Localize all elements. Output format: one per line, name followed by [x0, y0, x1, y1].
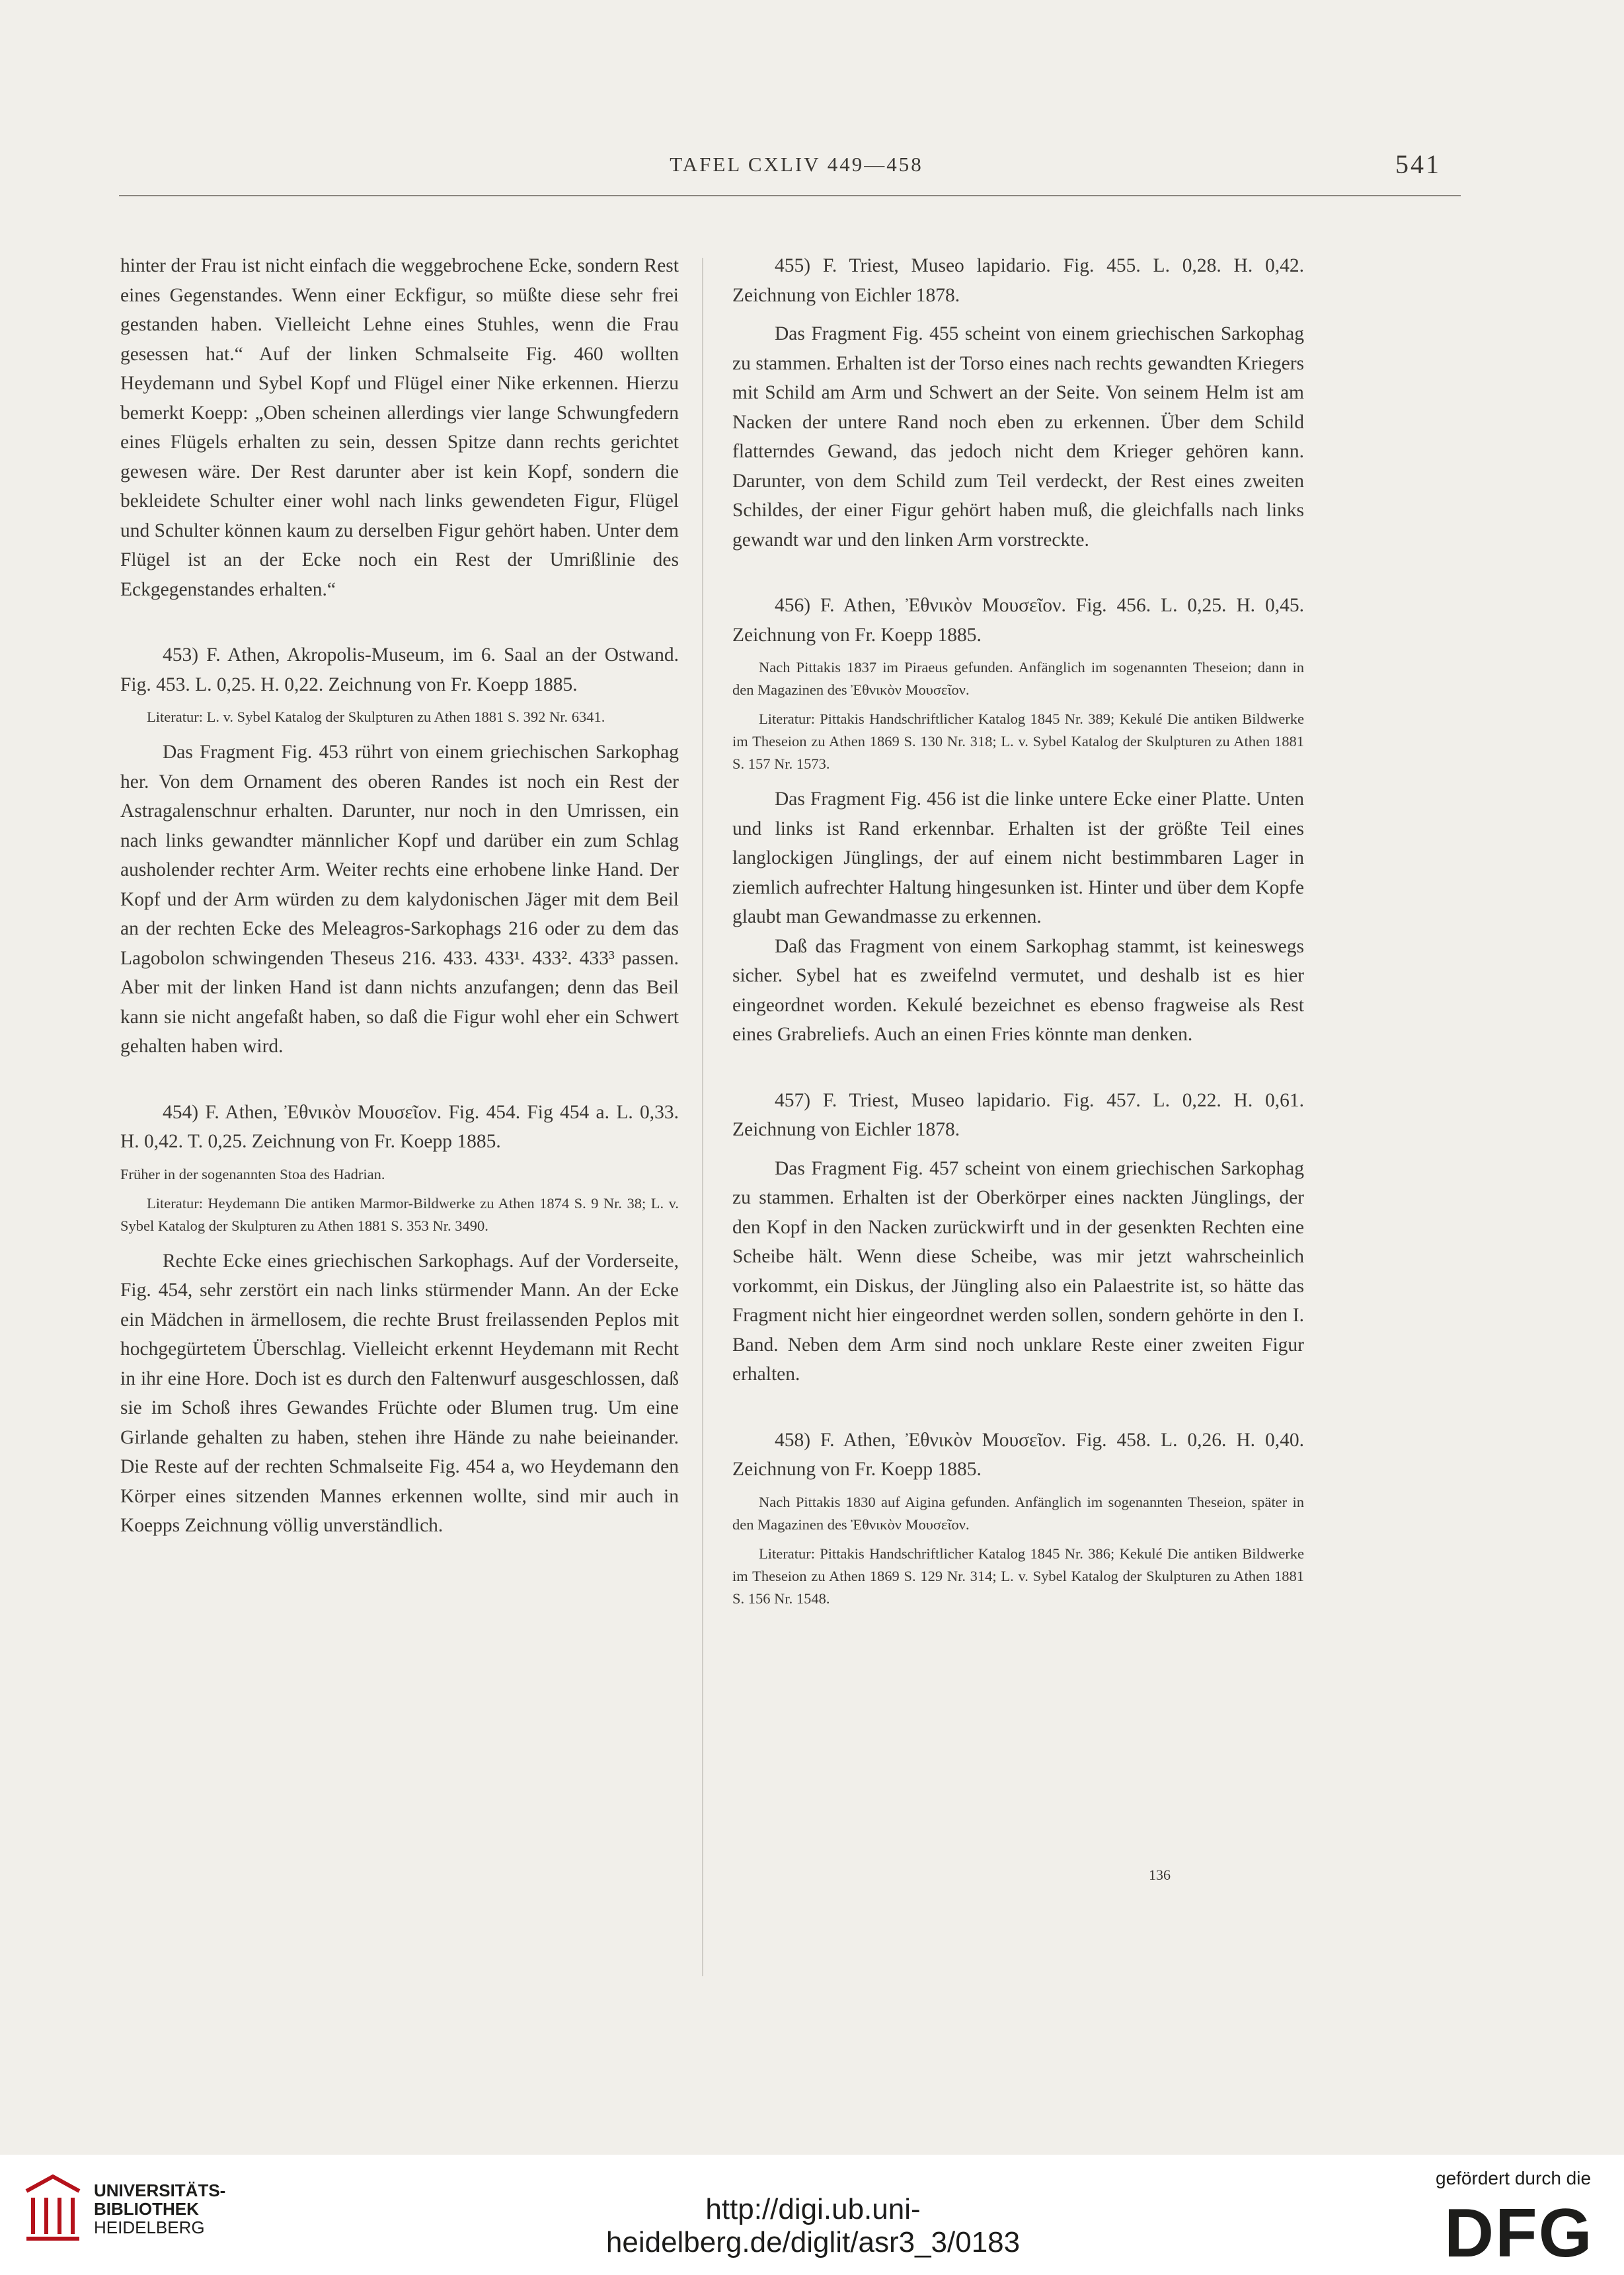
sponsor-label: gefördert durch die	[1436, 2168, 1592, 2188]
entry-456-text-2: Daß das Fragment von einem Sarkophag stammt, ist keineswegs sicher. Sybel hat es zweifelnd vermutet, und deshalb ist es hier eingeordnet worden. Kekulé bezeichnet es ebenso fragweise als Rest eines Grabreliefs. Auch an einen Fries könnte man denken.	[732, 935, 1304, 1045]
left-column	[120, 251, 679, 1541]
page-number: 541	[1395, 149, 1441, 179]
digitization-footer	[0, 2155, 1624, 2275]
entry-458-literature: Literatur: Pittakis Handschriftlicher Katalog 1845 Nr. 386; Kekulé Die antiken Bildwerke im Theseion zu Athen 1869 S. 129 Nr. 314; L. v. Sybel Katalog der Skulpturen zu Athen 1881 S. 156 Nr. 1548.	[732, 1545, 1304, 1607]
entry-456-text-1: Das Fragment Fig. 456 ist die linke untere Ecke einer Platte. Unten und links ist Rand erkennbar. Erhalten ist der größte Teil eines langlockigen Jünglings, der auf einem nicht bestimmbaren Lager in ziemlich aufrechter Haltung hingesunken ist. Hinter und über dem Kopfe glaubt man Gewandmasse zu erkennen.	[732, 789, 1304, 927]
continuation-paragraph: hinter der Frau ist nicht einfach die weggebrochene Ecke, sondern Rest eines Gegenstandes. Wenn einer Eckfigur, so müßte diese sehr frei gestanden haben. Vielleicht Lehne eines Stuhles, wenn die Frau gesessen hat.“ Auf der linken Schmalseite Fig. 460 wollten Heydemann und Sybel Kopf und Flügel einer Nike erkennen. Hierzu bemerkt Koepp: „Oben scheinen allerdings vier lange Schwungfedern eines Flügels erhalten zu sein, dessen Spitze dann rechts gerichtet gewesen wäre. Der Rest darunter aber ist kein Kopf, sondern die bekleidete Schulter einer wohl nach links gewendeten Figur, Flügel und Schulter können kaum zu derselben Figur gehört haben. Unter dem Flügel ist an der Ecke noch ein Rest der Umrißlinie des Eckgegenstandes erhalten.“	[120, 255, 679, 600]
permalink-url[interactable]: http://digi.ub.uni-heidelberg.de/diglit/asr3_3/0183	[605, 2193, 1021, 2258]
entry-454-text: Rechte Ecke eines griechischen Sarkophags. Auf der Vorderseite, Fig. 454, sehr zerstört ein nach links stürmender Mann. An der Ecke ein Mädchen in ärmellosem, die rechte Brust freilassenden Peplos mit hochgegürtetem Überschlag. Vielleicht erkennt Heydemann mit Recht in ihr eine Hore. Doch ist es durch den Faltenwurf ausgeschlossen, daß sie im Schoß ihres Gewandes Früchte oder Blumen trug. Um eine Girlande gehalten zu haben, stehen ihre Hände zu nahe beieinander. Die Reste auf der rechten Schmalseite Fig. 454 a, wo Heydemann den Körper eines sitzenden Mannes erkennen wollte, sind mir auch in Koepps Zeichnung völlig unverständlich.	[120, 1250, 679, 1536]
entry-454-literature: Literatur: Heydemann Die antiken Marmor-Bildwerke zu Athen 1874 S. 9 Nr. 38; L. v. Sybel Katalog der Skulpturen zu Athen 1881 S. 353 Nr. 3490.	[120, 1194, 679, 1234]
plate-title: TAFEL CXLIV 449—458	[670, 153, 923, 176]
entry-457-heading: 457) F. Triest, Museo lapidario. Fig. 457. L. 0,22. H. 0,61. Zeichnung von Eichler 1878.	[732, 1089, 1304, 1140]
entry-454-note: Früher in der sogenannten Stoa des Hadrian.	[120, 1165, 385, 1182]
entry-453-text: Das Fragment Fig. 453 rührt von einem griechischen Sarkophag her. Von dem Ornament des oberen Randes ist noch ein Rest der Astragalenschnur erhalten. Darunter, nur noch in den Umrissen, ein nach links gewandter männlicher Kopf und darüber ein zum Schlag ausholender rechter Arm. Weiter rechts eine erhobene linke Hand. Der Kopf und der Arm würden zu dem kalydonischen Jäger mit dem Beil an der rechten Ecke des Meleagros-Sarkophags 216 oder zu dem das Lagobolon schwingenden Theseus 216. 433. 433¹. 433². 433³ passen. Aber mit der linken Hand ist dann nichts anzufangen; denn das Beil kann sie nicht angefaßt haben, so daß die Figur wohl eher ein Schwert gehalten haben wird.	[120, 742, 679, 1057]
dfg-logo: DFG	[1444, 2195, 1594, 2272]
entry-455-heading: 455) F. Triest, Museo lapidario. Fig. 455. L. 0,28. H. 0,42. Zeichnung von Eichler 1878.	[732, 255, 1304, 306]
column-divider	[702, 258, 703, 1976]
entry-455-text: Das Fragment Fig. 455 scheint von einem griechischen Sarkophag zu stammen. Erhalten ist der Torso eines nach rechts gewandten Kriegers mit Schild am Arm und Schwert an der Seite. Von seinem Helm ist am Nacken der untere Rand noch eben zu erkennen. Über dem Schild flatterndes Gewand, das jedoch nicht dem Krieger gehören kann. Darunter, von dem Schild zum Teil verdeckt, der Rest eines zweiten Schildes, der einer Figur gehört haben muß, die gleichfalls nach links gewandt war und den linken Arm vorstreckte.	[732, 323, 1304, 551]
running-header	[119, 149, 1461, 196]
entry-453-literature: Literatur: L. v. Sybel Katalog der Skulpturen zu Athen 1881 S. 392 Nr. 6341.	[147, 709, 605, 725]
entry-458-note: Nach Pittakis 1830 auf Aigina gefunden. Anfänglich im sogenannten Theseion, später in den Magazinen des Ἐθνικὸν Μουσεῖον.	[732, 1493, 1304, 1533]
entry-456-note: Nach Pittakis 1837 im Piraeus gefunden. Anfänglich im sogenannten Theseion; dann in den Magazinen des Ἐθνικὸν Μουσεῖον.	[732, 659, 1304, 698]
entry-454-heading: 454) F. Athen, Ἐθνικὸν Μουσεῖον. Fig. 454. Fig 454 a. L. 0,33. H. 0,42. T. 0,25. Zeichnung von Fr. Koepp 1885.	[120, 1101, 679, 1152]
entry-456-heading: 456) F. Athen, Ἐθνικὸν Μουσεῖον. Fig. 456. L. 0,25. H. 0,45. Zeichnung von Fr. Koepp 1885.	[732, 595, 1304, 646]
signature-mark: 136	[1149, 1867, 1171, 1883]
right-column	[732, 251, 1304, 1610]
entry-456-literature: Literatur: Pittakis Handschriftlicher Katalog 1845 Nr. 389; Kekulé Die antiken Bildwerke im Theseion zu Athen 1869 S. 130 Nr. 318; L. v. Sybel Katalog der Skulpturen zu Athen 1881 S. 157 Nr. 1573.	[732, 711, 1304, 772]
library-name: UNIVERSITÄTS- BIBLIOTHEK HEIDELBERG	[94, 2180, 226, 2237]
entry-458-heading: 458) F. Athen, Ἐθνικὸν Μουσεῖον. Fig. 458. L. 0,26. H. 0,40. Zeichnung von Fr. Koepp 1885.	[732, 1429, 1304, 1480]
entry-457-text: Das Fragment Fig. 457 scheint von einem griechischen Sarkophag zu stammen. Erhalten ist der Oberkörper eines nackten Jünglings, der den Kopf in den Nacken zurückwirft und in der gesenkten Rechten eine Scheibe hält. Wenn diese Scheibe, was mir jetzt wahrscheinlich vorkommt, ein Diskus, der Jüngling also ein Palaestrite ist, so hätte das Fragment nicht hier eingeordnet werden sollen, sondern gehörte in den I. Band. Neben dem Arm sind noch unklare Reste einer zweiten Figur erhalten.	[732, 1157, 1304, 1385]
library-logo-icon	[20, 2171, 86, 2244]
entry-453-heading: 453) F. Athen, Akropolis-Museum, im 6. Saal an der Ostwand. Fig. 453. L. 0,25. H. 0,22. Zeichnung von Fr. Koepp 1885.	[120, 644, 679, 695]
